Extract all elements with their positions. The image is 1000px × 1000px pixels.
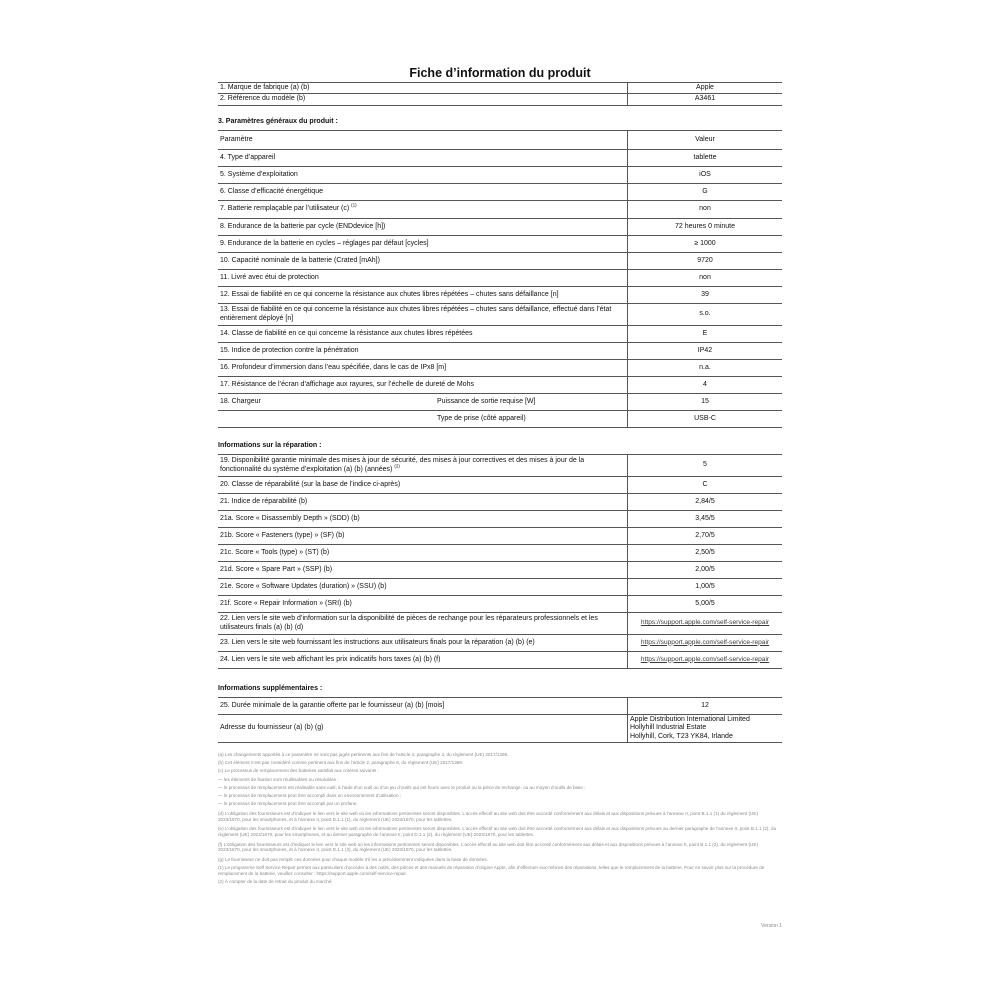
table-row xyxy=(218,236,782,253)
row-label: 23. Lien vers le site web fournissant les instructions aux utilisateurs finals pour la réparation (a) (b) (e) xyxy=(218,635,628,652)
table-row xyxy=(218,94,782,106)
footnote: — le processus de remplacement est réalisable sans outil, à l’aide d’un outil ou d’un jeu d’outils qui est fourni avec le produit ou la pièce de rechange, ou au moyen d’outils de base ; xyxy=(218,784,586,790)
row-value: 1,00/5 xyxy=(628,579,783,596)
row-label: 11. Livré avec étui de protection xyxy=(218,270,628,287)
repair-instructions-link[interactable]: https://support.apple.com/self-service-repair xyxy=(640,638,770,646)
table-row xyxy=(218,83,782,94)
table-row xyxy=(218,698,782,715)
address-line: Hollyhill Industrial Estate xyxy=(630,724,707,732)
row-value: tablette xyxy=(628,150,783,167)
table-row xyxy=(218,477,782,494)
footnote: (a) Les changements apportés à ce paramètre ne sont pas jugés pertinents aux fins de l’article 4, paragraphe 4, du règlement (UE) 2017/1369. xyxy=(218,752,509,757)
footnote: — les éléments de fixation sont réutilisables ou résolubles ; xyxy=(218,776,339,782)
row-value: non xyxy=(628,201,783,219)
charger-spacer xyxy=(218,411,437,428)
address-line: Apple Distribution International Limited xyxy=(630,715,750,723)
row-label: 21e. Score « Software Updates (duration) » (SSU) (b) xyxy=(218,579,628,596)
row-label xyxy=(218,201,628,219)
row-label: 21. Indice de réparabilité (b) xyxy=(218,494,628,511)
supplier-address-value xyxy=(628,715,783,743)
row-label: 8. Endurance de la batterie par cycle (ENDdevice [h]) xyxy=(218,219,628,236)
row-label: 21a. Score « Disassembly Depth » (SDD) (b) xyxy=(218,511,628,528)
row-value: Apple xyxy=(628,83,783,94)
table-row xyxy=(218,528,782,545)
row-label: 22. Lien vers le site web d’information sur la disponibilité de pièces de rechange pour les réparateurs professionnels et les utilisateurs finals (a) (b) (d) xyxy=(218,613,628,635)
row-value: A3461 xyxy=(628,94,783,106)
row-value: s.o. xyxy=(628,304,783,326)
section-heading-general: 3. Paramètres généraux du produit : xyxy=(218,118,338,125)
row-value: 2,00/5 xyxy=(628,562,783,579)
table-row xyxy=(218,613,782,635)
row-label: 13. Essai de fiabilité en ce qui concerne la résistance aux chutes libres répétées – chutes sans défaillance, effectué dans l’état entièrement déployé [n] xyxy=(218,304,628,326)
footnotes xyxy=(218,752,782,889)
row-label: 9. Endurance de la batterie en cycles – réglages par défaut [cycles] xyxy=(218,236,628,253)
table-row xyxy=(218,411,782,428)
page-title: Fiche d’information du produit xyxy=(409,66,591,80)
row-label: 21c. Score « Tools (type) » (ST) (b) xyxy=(218,545,628,562)
table-row xyxy=(218,635,782,652)
charger-label: 18. Chargeur xyxy=(218,394,437,411)
row-label: 21b. Score « Fasteners (type) » (SF) (b) xyxy=(218,528,628,545)
row-label: 24. Lien vers le site web affichant les prix indicatifs hors taxes (a) (b) (f) xyxy=(218,652,628,669)
table-row xyxy=(218,253,782,270)
header-table xyxy=(218,82,782,106)
table-row xyxy=(218,377,782,394)
row-value xyxy=(628,613,783,635)
charger-output-power-label: Puissance de sortie requise [W] xyxy=(437,394,628,411)
row-value: IP42 xyxy=(628,343,783,360)
charger-plug-type-label: Type de prise (côté appareil) xyxy=(437,411,628,428)
footnote-marker: (2) xyxy=(394,463,400,469)
row-value: C xyxy=(628,477,783,494)
row-value: E xyxy=(628,326,783,343)
row-value: 4 xyxy=(628,377,783,394)
indicative-prices-link[interactable]: https://support.apple.com/self-service-repair xyxy=(640,655,770,663)
supplier-address-label: Adresse du fournisseur (a) (b) (g) xyxy=(218,715,628,743)
charger-plug-type-value: USB-C xyxy=(628,411,783,428)
repair-table xyxy=(218,454,782,669)
row-value: 9720 xyxy=(628,253,783,270)
row-label: 20. Classe de réparabilité (sur la base de l’indice ci-après) xyxy=(218,477,628,494)
row-label: 6. Classe d’efficacité énergétique xyxy=(218,184,628,201)
table-row xyxy=(218,287,782,304)
row-label: 12. Essai de fiabilité en ce qui concerne la résistance aux chutes libres répétées – chutes sans défaillance [n] xyxy=(218,287,628,304)
section-heading-additional: Informations supplémentaires : xyxy=(218,685,323,692)
section-heading-repair: Informations sur la réparation : xyxy=(218,442,322,449)
table-row xyxy=(218,184,782,201)
row-value: 2,84/5 xyxy=(628,494,783,511)
row-value: iOS xyxy=(628,167,783,184)
footnote: (d) L’obligation des fournisseurs est d’indiquer le lien vers le site web où les informations pertinentes seront disponibles. L’accès effectif au site web doit être accordé conformément aux délais et aux dispositions prévues à l’annexe II, point B.1.1 (1) du règlement (UE) 2023/1670, pour les smartphones, et à l’annexe II, point D.1.1 (1), du règlement (UE) 2023/1670, pour les tablettes. xyxy=(218,810,758,822)
warranty-value: 12 xyxy=(628,698,783,715)
row-value: 2,70/5 xyxy=(628,528,783,545)
footnote: (c) Le processus de remplacement des batteries satisfait aux critères suivants : xyxy=(218,768,379,774)
table-row xyxy=(218,167,782,184)
footnote: (1) Le programme Self Service Repair permet aux particuliers d’accéder à des outils, des pièces et des manuels de réparation d’origine Apple, afin d’effectuer eux-mêmes des réparations, telles que le remplacement de la batterie. Pour en savoir plus sur la procédure de remplacement de la batterie, veuillez consulter : https://support.apple.com/self-service-repair xyxy=(218,865,765,876)
table-row xyxy=(218,545,782,562)
row-value: n.a. xyxy=(628,360,783,377)
footnote-marker: (1) xyxy=(351,202,357,208)
row-value: 72 heures 0 minute xyxy=(628,219,783,236)
table-row xyxy=(218,201,782,219)
table-row xyxy=(218,343,782,360)
additional-info-table xyxy=(218,697,782,743)
row-value: 2,50/5 xyxy=(628,545,783,562)
table-row xyxy=(218,562,782,579)
row-label: 4. Type d’appareil xyxy=(218,150,628,167)
row-label: 5. Système d’exploitation xyxy=(218,167,628,184)
table-row xyxy=(218,270,782,287)
row-value xyxy=(628,635,783,652)
row-value: 5 xyxy=(628,455,783,477)
row-value: 3,45/5 xyxy=(628,511,783,528)
table-row xyxy=(218,596,782,613)
footnote: — le processus de remplacement peut être accompli par un profane. xyxy=(218,801,358,807)
table-row xyxy=(218,219,782,236)
charger-output-power-value: 15 xyxy=(628,394,783,411)
table-row xyxy=(218,652,782,669)
row-label: 2. Référence du modèle (b) xyxy=(218,94,628,106)
column-header-value: Valeur xyxy=(628,131,783,150)
table-header-row xyxy=(218,131,782,150)
row-label: 1. Marque de fabrique (a) (b) xyxy=(218,83,628,94)
warranty-label: 25. Durée minimale de la garantie offerte par le fournisseur (a) (b) [mois] xyxy=(218,698,628,715)
row-value: non xyxy=(628,270,783,287)
table-row xyxy=(218,455,782,477)
row-value: 5,00/5 xyxy=(628,596,783,613)
footnote: (f) L’obligation des fournisseurs est d’indiquer le lien vers le site web où les informations pertinentes seront disponibles. L’accès effectif au site web doit être accordé conformément aux délais et aux dispositions prévues à l’annexe II, point B.1.1 (3), du règlement (UE) 2023/1670, pour les smartphones, et à l’annexe II, point D.1.1 (3), du règlement (UE) 2023/1670, pour les tablettes. xyxy=(218,841,758,853)
table-row xyxy=(218,304,782,326)
row-label: 14. Classe de fiabilité en ce qui concerne la résistance aux chutes libres répétées xyxy=(218,326,628,343)
spare-parts-link[interactable]: https://support.apple.com/self-service-repair xyxy=(640,619,770,627)
column-header-parameter: Paramètre xyxy=(218,131,628,150)
row-label-text: 19. Disponibilité garantie minimale des mises à jour de sécurité, des mises à jour correctives et des mises à jour de la fonctionnalité du système d’exploitation (a) (b) (années) xyxy=(220,457,585,473)
row-label: 17. Résistance de l’écran d’affichage aux rayures, sur l’échelle de dureté de Mohs xyxy=(218,377,628,394)
footnote: (2) À compter de la date de retrait du produit du marché. xyxy=(218,879,333,884)
address-line: Hollyhill, Cork, T23 YK84, Irlande xyxy=(630,732,733,740)
row-label: 10. Capacité nominale de la batterie (Crated [mAh]) xyxy=(218,253,628,270)
row-value: 39 xyxy=(628,287,783,304)
footnote: (e) L’obligation des fournisseurs est d’indiquer le lien vers le site web où les informations pertinentes seront disponibles. L’accès effectif au site web doit être accordé conformément aux délais et aux dispositions prévues au dernier paragraphe de l’annexe II, point B.1.1 (2), du règlement (UE) 2023/1670, pour les smartphones, et au dernier paragraphe de l’annexe II, point D.1.1 (2), du règlement (UE) 2023/1670, pour les tablettes. xyxy=(218,826,777,837)
row-label-text: 7. Batterie remplaçable par l’utilisateur (c) xyxy=(220,205,350,213)
general-parameters-table xyxy=(218,130,782,428)
table-row xyxy=(218,715,782,743)
table-row xyxy=(218,579,782,596)
footnote: (g) Le fournisseur ne doit pas remplir ces données pour chaque modèle s’il les a précédemment indiquées dans la base de données. xyxy=(218,857,488,863)
table-row xyxy=(218,394,782,411)
row-label: 16. Profondeur d’immersion dans l’eau spécifiée, dans le cas de IPx8 [m] xyxy=(218,360,628,377)
row-value: G xyxy=(628,184,783,201)
footnote: (b) Cet élément n’est pas considéré comme pertinent aux fins de l’article 2, paragraphe 6, du règlement (UE) 2017/1369. xyxy=(218,760,464,766)
footnote: — le processus de remplacement peut être accompli dans un environnement d’utilisation ; xyxy=(218,792,402,798)
version-label: Version 1 xyxy=(761,923,782,929)
row-value xyxy=(628,652,783,669)
row-label: 21d. Score « Spare Part » (SSP) (b) xyxy=(218,562,628,579)
table-row xyxy=(218,511,782,528)
table-row xyxy=(218,494,782,511)
row-label: 21f. Score « Repair Information » (SRI) (b) xyxy=(218,596,628,613)
row-label: 15. Indice de protection contre la pénétration xyxy=(218,343,628,360)
row-value: ≥ 1000 xyxy=(628,236,783,253)
row-label xyxy=(218,455,628,477)
table-row xyxy=(218,360,782,377)
table-row xyxy=(218,150,782,167)
table-row xyxy=(218,326,782,343)
